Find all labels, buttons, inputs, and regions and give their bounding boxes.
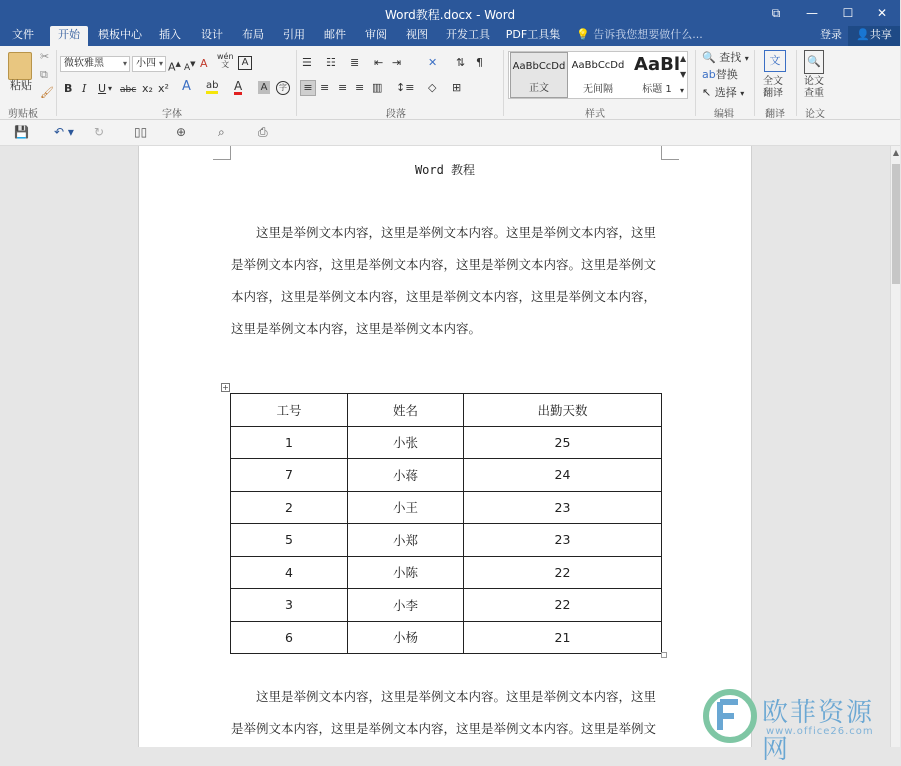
ribbon-display-options-button[interactable]: ⧉ xyxy=(771,6,781,20)
web-layout-icon[interactable]: ⊕ xyxy=(176,125,187,139)
attendance-table[interactable] xyxy=(230,393,662,654)
header-cell-days[interactable]: 出勤天数 xyxy=(464,394,662,427)
paragraph-2[interactable]: 这里是举例文本内容，这里是举例文本内容。这里是举例文本内容，这里是举例文本内容，这里是举例文本内容，这里是举例文本内容。这里是举例文 xyxy=(231,689,657,736)
table-cell[interactable]: 小杨 xyxy=(348,621,464,654)
table-cell[interactable]: 23 xyxy=(464,491,662,524)
clear-format-icon: A xyxy=(200,57,208,70)
style-no-spacing[interactable] xyxy=(569,52,627,98)
read-mode-icon[interactable]: ▯▯ xyxy=(134,125,148,139)
style-sample: AaBl xyxy=(634,54,680,75)
grow-font-button[interactable]: A▲ xyxy=(168,60,181,74)
paste-button[interactable]: 粘贴 xyxy=(10,79,32,92)
translate-label-2: 翻译 xyxy=(763,88,783,99)
table-header-row xyxy=(231,394,662,427)
clipboard-group-label: 剪贴板 xyxy=(8,109,38,120)
search-icon: 🔍 xyxy=(702,51,716,64)
watermark-text: 欧菲资源网 xyxy=(762,698,875,765)
table-resize-handle[interactable] xyxy=(661,652,667,658)
tab-home[interactable]: 开始 xyxy=(50,26,88,46)
lightbulb-icon: 💡 xyxy=(576,28,590,41)
enclose-characters-button[interactable] xyxy=(276,81,290,95)
tell-me-search[interactable] xyxy=(576,26,703,46)
sort-icon[interactable]: ⇅ xyxy=(456,56,466,69)
format-painter-icon[interactable]: 🖌 xyxy=(40,86,54,99)
table-row xyxy=(231,524,662,557)
save-icon[interactable]: 💾 xyxy=(14,125,29,139)
table-cell[interactable]: 1 xyxy=(231,426,348,459)
editing-group-label: 编辑 xyxy=(714,109,734,120)
paper-check-icon[interactable]: 🔍 xyxy=(804,50,824,74)
phonetic-guide-button[interactable]: wén 文 xyxy=(217,52,234,69)
share-button[interactable] xyxy=(848,26,900,46)
chinese-layout-icon[interactable]: ✕ xyxy=(428,56,438,69)
undo-icon[interactable]: ↶ ▾ xyxy=(54,125,74,139)
separator xyxy=(503,50,504,116)
character-shading-icon: A xyxy=(260,82,268,93)
strikethrough-button[interactable]: abc xyxy=(120,85,137,95)
separator xyxy=(754,50,755,116)
paste-icon[interactable] xyxy=(8,52,32,80)
replace-button[interactable] xyxy=(702,68,738,82)
customize-toolbar-icon[interactable]: ⎙ xyxy=(258,125,268,139)
header-cell-name[interactable]: 姓名 xyxy=(348,394,464,427)
table-cell[interactable]: 小李 xyxy=(348,589,464,622)
table-cell[interactable]: 7 xyxy=(231,459,348,492)
tab-review[interactable]: 审阅 xyxy=(365,28,387,41)
translate-icon[interactable]: 文 xyxy=(764,50,786,72)
subscript-button[interactable]: x₂ xyxy=(142,82,153,95)
chevron-down-icon: ▾ xyxy=(740,89,745,98)
document-area xyxy=(0,146,890,747)
scrollbar-thumb[interactable] xyxy=(892,164,900,284)
font-color-button[interactable] xyxy=(234,80,242,95)
tab-file[interactable]: 文件 xyxy=(12,28,34,41)
table-cell[interactable]: 小张 xyxy=(348,426,464,459)
separator xyxy=(695,50,696,116)
cursor-icon: ↖ xyxy=(702,86,712,99)
character-border-button[interactable] xyxy=(238,56,252,70)
text-effects-button[interactable] xyxy=(182,80,191,94)
table-row xyxy=(231,459,662,492)
italic-button[interactable]: I xyxy=(82,82,87,95)
font-name-value: 微软雅黑 xyxy=(64,58,104,69)
align-center-icon[interactable]: ≡ xyxy=(320,81,330,94)
align-right-icon[interactable]: ≡ xyxy=(338,81,348,94)
replace-label: 替换 xyxy=(715,68,738,81)
tab-developer[interactable]: 开发工具 xyxy=(446,28,490,41)
style-name: 标题 1 xyxy=(642,84,672,95)
paper-label-2: 查重 xyxy=(804,88,824,99)
clear-format-button[interactable] xyxy=(200,57,208,71)
numbering-icon[interactable]: ☷ xyxy=(326,56,336,69)
select-button[interactable] xyxy=(702,86,744,101)
style-name: 无间隔 xyxy=(583,84,613,95)
table-cell[interactable]: 6 xyxy=(231,621,348,654)
watermark-url: www.office26.com xyxy=(766,726,874,737)
increase-indent-icon[interactable]: ⇥ xyxy=(392,56,402,69)
table-cell[interactable]: 3 xyxy=(231,589,348,622)
tab-layout[interactable]: 布局 xyxy=(242,28,264,41)
enclose-characters-icon: 字 xyxy=(279,83,287,92)
style-sample: AaBbCcDd xyxy=(571,60,625,71)
watermark-logo-icon xyxy=(702,688,758,744)
tab-template-center[interactable]: 模板中心 xyxy=(98,28,142,41)
scroll-up-icon[interactable]: ▲ xyxy=(892,148,900,157)
margin-corner-marker xyxy=(661,146,679,160)
table-row xyxy=(231,491,662,524)
highlight-icon: ab xyxy=(206,80,219,91)
chevron-down-icon: ▾ xyxy=(122,59,127,68)
paper-group-label: 论文 xyxy=(805,109,825,120)
styles-more-icon[interactable]: ▾ xyxy=(680,86,685,95)
paper-label-1: 论文 xyxy=(804,76,824,87)
chevron-down-icon[interactable]: ▾ xyxy=(108,84,113,93)
styles-group-label: 样式 xyxy=(585,109,605,120)
document-page[interactable] xyxy=(138,146,752,747)
character-border-icon: A xyxy=(241,57,249,68)
tab-insert[interactable]: 插入 xyxy=(159,28,181,41)
font-name-select[interactable] xyxy=(60,56,130,72)
styles-scroll-up-icon[interactable]: ▲ xyxy=(680,54,687,63)
chevron-down-icon: ▾ xyxy=(744,54,749,63)
font-size-select[interactable] xyxy=(132,56,166,72)
table-cell[interactable]: 小郑 xyxy=(348,524,464,557)
table-move-handle[interactable]: + xyxy=(222,383,229,392)
translate-group-label: 翻译 xyxy=(765,109,785,120)
text-effects-icon: A xyxy=(182,79,191,94)
window-title: Word教程.docx - Word xyxy=(384,8,516,22)
quick-access-toolbar xyxy=(0,120,900,146)
style-heading-1[interactable] xyxy=(628,52,686,98)
redo-icon[interactable]: ↻ xyxy=(94,125,105,139)
tab-references[interactable]: 引用 xyxy=(283,28,305,41)
table-row xyxy=(231,556,662,589)
margin-corner-marker xyxy=(213,146,231,160)
login-link[interactable]: 登录 xyxy=(820,28,842,41)
table-cell[interactable]: 2 xyxy=(231,491,348,524)
align-left-icon[interactable]: ≡ xyxy=(300,80,316,96)
show-formatting-icon[interactable]: ¶ xyxy=(476,56,483,69)
table-row xyxy=(231,589,662,622)
find-label: 查找 xyxy=(719,51,742,64)
table-cell[interactable]: 24 xyxy=(464,459,662,492)
table-cell[interactable]: 小陈 xyxy=(348,556,464,589)
title-bar xyxy=(0,0,900,26)
table-cell[interactable]: 5 xyxy=(231,524,348,557)
translate-label-1: 全文 xyxy=(763,76,783,87)
table-cell[interactable]: 23 xyxy=(464,524,662,557)
shrink-font-button[interactable]: A▼ xyxy=(184,60,196,73)
font-group-label: 字体 xyxy=(162,109,182,120)
underline-button[interactable]: U xyxy=(98,82,107,95)
find-button[interactable] xyxy=(702,51,749,66)
replace-icon: ab xyxy=(702,68,716,81)
borders-icon[interactable]: ⊞ xyxy=(452,81,462,94)
watermark xyxy=(700,686,900,765)
tell-me-text: 告诉我您想要做什么... xyxy=(593,28,703,41)
paragraph-1[interactable]: 这里是举例文本内容，这里是举例文本内容。这里是举例文本内容，这里是举例文本内容，这里是举例文本内容，这里是举例文本内容。这里是举例文本内容，这里是举例文本内容，这里是举例文本内容，这里是举例文本内容，这里是举例文本内容，这里是举例文本内容。 xyxy=(231,225,657,336)
table-cell[interactable]: 25 xyxy=(464,426,662,459)
full-text-translate-button[interactable] xyxy=(763,76,783,100)
justify-icon[interactable]: ≡ xyxy=(355,81,365,94)
ribbon-home xyxy=(0,46,900,120)
grow-font-icon: A xyxy=(168,60,176,74)
separator xyxy=(796,50,797,116)
print-preview-icon[interactable]: ⌕ xyxy=(218,125,225,139)
shrink-font-icon: A xyxy=(184,63,191,73)
style-sample: AaBbCcDd xyxy=(512,61,566,72)
separator xyxy=(296,50,297,116)
vertical-scrollbar[interactable] xyxy=(890,146,900,747)
superscript-button[interactable]: x² xyxy=(158,82,169,95)
style-name: 正文 xyxy=(529,83,549,94)
phonetic-guide-icon: wén xyxy=(217,52,234,61)
tab-mailings[interactable]: 邮件 xyxy=(324,28,346,41)
line-spacing-icon[interactable]: ↕≡ xyxy=(396,81,415,94)
bullets-icon[interactable]: ☰ xyxy=(302,56,312,69)
tab-view[interactable]: 视图 xyxy=(406,28,428,41)
style-normal[interactable] xyxy=(510,52,568,98)
paragraph-group-label: 段落 xyxy=(386,109,406,120)
select-label: 选择 xyxy=(714,86,737,99)
paper-check-button[interactable] xyxy=(804,76,824,100)
table-cell[interactable]: 小王 xyxy=(348,491,464,524)
copy-icon[interactable]: ⧉ xyxy=(40,68,48,81)
multilevel-list-icon[interactable]: ≣ xyxy=(350,56,360,69)
shading-icon[interactable]: ◇ xyxy=(428,81,437,94)
table-cell[interactable]: 小蒋 xyxy=(348,459,464,492)
ribbon-tabs xyxy=(0,26,900,46)
person-icon: 👤 xyxy=(856,28,870,41)
table-row xyxy=(231,621,662,654)
table-cell[interactable]: 21 xyxy=(464,621,662,654)
tab-design[interactable]: 设计 xyxy=(201,28,223,41)
decrease-indent-icon[interactable]: ⇤ xyxy=(374,56,384,69)
character-shading-button[interactable] xyxy=(258,81,270,94)
table-cell[interactable]: 4 xyxy=(231,556,348,589)
styles-gallery xyxy=(508,51,688,99)
close-button[interactable]: ✕ xyxy=(876,6,888,20)
page-header[interactable]: Word 教程 xyxy=(414,163,476,177)
tab-pdf-tools[interactable]: PDF工具集 xyxy=(505,28,561,41)
cut-icon[interactable]: ✂ xyxy=(40,50,50,63)
table-cell[interactable]: 22 xyxy=(464,556,662,589)
chevron-down-icon: ▾ xyxy=(158,59,163,68)
styles-scroll-down-icon[interactable]: ▼ xyxy=(680,70,687,79)
table-row xyxy=(231,426,662,459)
share-label: 共享 xyxy=(869,28,892,41)
distributed-icon[interactable]: ▥ xyxy=(372,81,383,94)
header-cell-id[interactable]: 工号 xyxy=(231,394,348,427)
highlight-button[interactable] xyxy=(206,80,218,94)
font-size-value: 小四 xyxy=(136,58,156,69)
bold-button[interactable]: B xyxy=(64,82,73,95)
font-color-icon: A xyxy=(234,79,243,93)
minimize-button[interactable]: — xyxy=(806,6,818,20)
separator xyxy=(56,50,57,116)
maximize-button[interactable]: ☐ xyxy=(842,6,854,20)
table-cell[interactable]: 22 xyxy=(464,589,662,622)
